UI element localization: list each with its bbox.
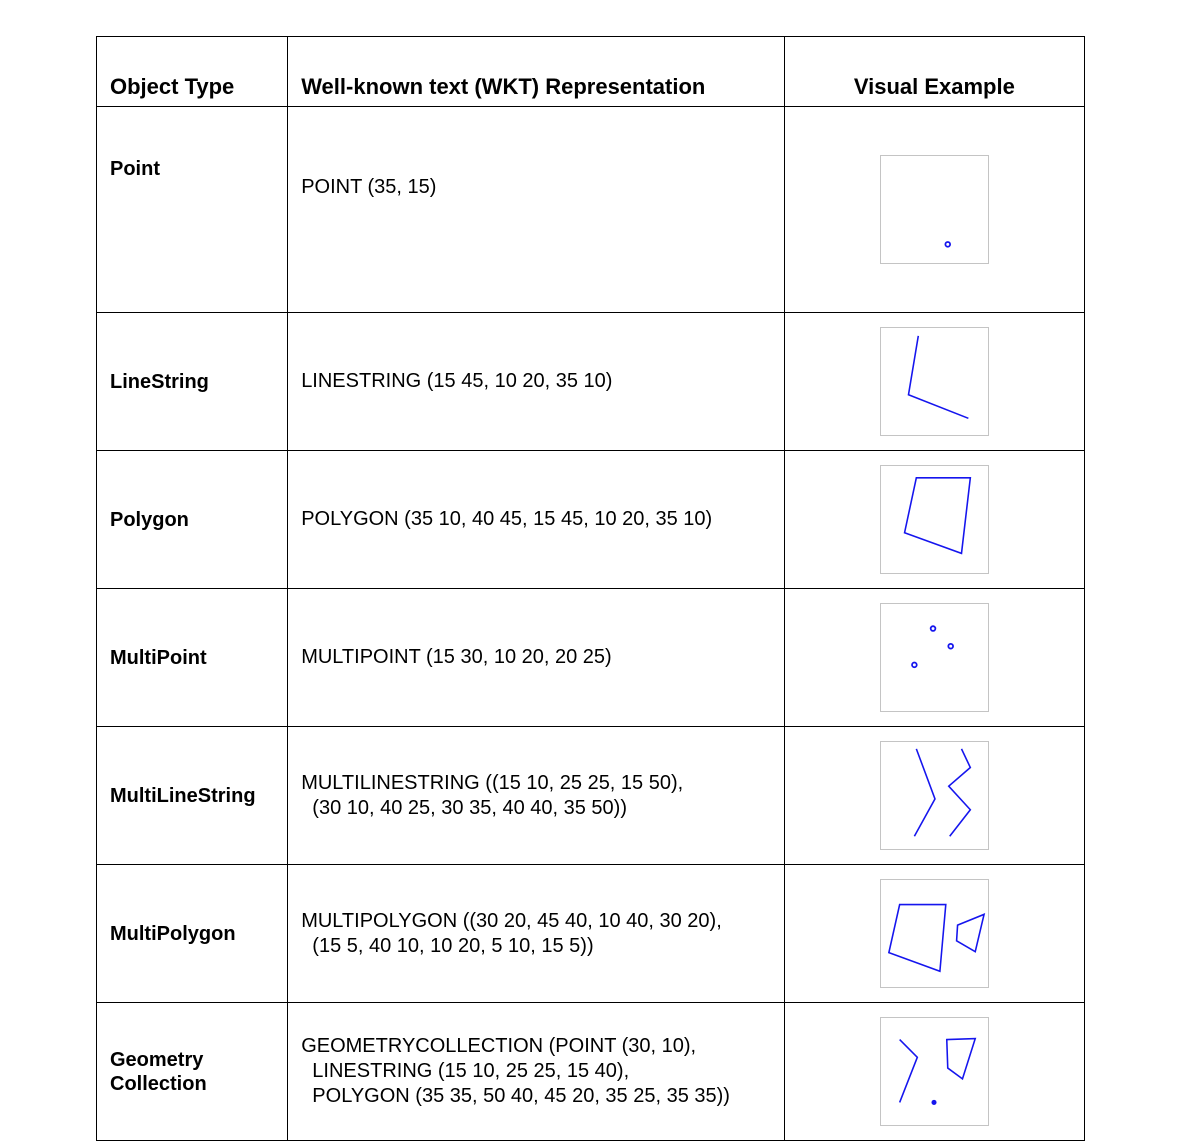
table-row-multipoint bbox=[97, 589, 1085, 727]
visual-thumbnail bbox=[880, 741, 989, 850]
linestring-example-icon bbox=[881, 328, 988, 435]
table-header-row bbox=[97, 37, 1085, 107]
wkt-cell: MULTIPOLYGON ((30 20, 45 40, 10 40, 30 20), (15 5, 40 10, 10 20, 5 10, 15 5)) bbox=[288, 865, 785, 1003]
visual-cell bbox=[784, 313, 1084, 451]
wkt-cell: POINT (35, 15) bbox=[288, 107, 785, 313]
point-example-icon bbox=[881, 156, 988, 263]
multipoint-example-icon bbox=[881, 604, 988, 711]
table-row-polygon bbox=[97, 451, 1085, 589]
visual-cell bbox=[784, 865, 1084, 1003]
object-type-cell: Polygon bbox=[97, 451, 288, 589]
table-row-point bbox=[97, 107, 1085, 313]
wkt-geometry-table bbox=[96, 36, 1085, 1141]
object-type-cell: Point bbox=[97, 107, 288, 313]
object-type-cell: MultiLineString bbox=[97, 727, 288, 865]
visual-thumbnail bbox=[880, 879, 989, 988]
visual-thumbnail bbox=[880, 465, 989, 574]
header-wkt-representation: Well-known text (WKT) Representation bbox=[288, 37, 785, 107]
visual-cell bbox=[784, 451, 1084, 589]
visual-thumbnail bbox=[880, 327, 989, 436]
visual-thumbnail bbox=[880, 1017, 989, 1126]
object-type-cell: Geometry Collection bbox=[97, 1003, 288, 1141]
object-type-cell: MultiPolygon bbox=[97, 865, 288, 1003]
multilinestring-example-icon bbox=[881, 742, 988, 849]
visual-cell bbox=[784, 727, 1084, 865]
visual-cell bbox=[784, 107, 1084, 313]
header-object-type: Object Type bbox=[97, 37, 288, 107]
geometrycollection-example-icon bbox=[881, 1018, 988, 1125]
visual-cell bbox=[784, 589, 1084, 727]
table-row-multilinestring bbox=[97, 727, 1085, 865]
visual-thumbnail bbox=[880, 155, 989, 264]
table-row-linestring bbox=[97, 313, 1085, 451]
wkt-cell: MULTIPOINT (15 30, 10 20, 20 25) bbox=[288, 589, 785, 727]
object-type-cell: LineString bbox=[97, 313, 288, 451]
wkt-cell: POLYGON (35 10, 40 45, 15 45, 10 20, 35 10) bbox=[288, 451, 785, 589]
wkt-cell: LINESTRING (15 45, 10 20, 35 10) bbox=[288, 313, 785, 451]
object-type-cell: MultiPoint bbox=[97, 589, 288, 727]
table-row-multipolygon bbox=[97, 865, 1085, 1003]
visual-thumbnail bbox=[880, 603, 989, 712]
multipolygon-example-icon bbox=[881, 880, 988, 987]
wkt-cell: MULTILINESTRING ((15 10, 25 25, 15 50), (30 10, 40 25, 30 35, 40 40, 35 50)) bbox=[288, 727, 785, 865]
wkt-cell: GEOMETRYCOLLECTION (POINT (30, 10), LINESTRING (15 10, 25 25, 15 40), POLYGON (35 35, 50 40, 45 20, 35 25, 35 35)) bbox=[288, 1003, 785, 1141]
polygon-example-icon bbox=[881, 466, 988, 573]
header-visual-example: Visual Example bbox=[784, 37, 1084, 107]
